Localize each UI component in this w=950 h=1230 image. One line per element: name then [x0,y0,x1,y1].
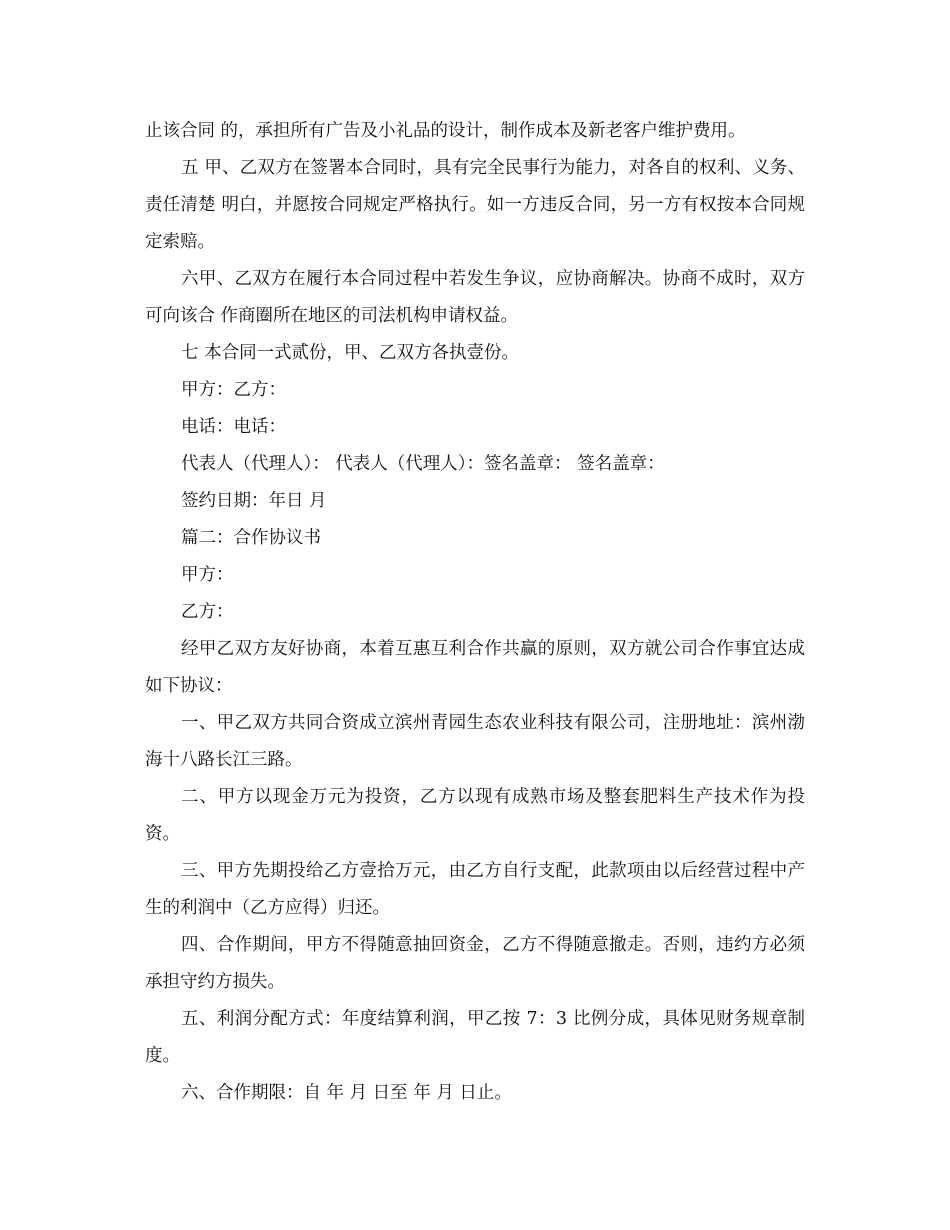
paragraph-clause-six-dispute: 六甲、乙双方在履行本合同过程中若发生争议，应协商解决。协商不成时，双方可向该合 作商圈所在地区的司法机构申请权益。 [145,269,805,326]
paragraph-item-six-term: 六、合作期限：自 年 月 日至 年 月 日止。 [181,1083,512,1103]
paragraph-item-one-company: 一、甲乙双方共同合资成立滨州青园生态农业科技有限公司，注册地址：滨州渤海十八路长江三路。 [145,713,805,770]
section-title-cooperation-agreement: 篇二：合作协议书 [181,528,321,548]
paragraph-agreement-intro: 经甲乙双方友好协商，本着互惠互利合作共赢的原则，双方就公司合作事宜达成如下协议： [145,639,805,696]
paragraph-item-two-investment: 二、甲方以现金万元为投资，乙方以现有成熟市场及整套肥料生产技术作为投资。 [145,787,805,844]
representative-signature-line: 代表人（代理人）： 代表人（代理人）：签名盖章： 签名盖章： [181,454,665,474]
paragraph-contract-termination-costs: 止该合同 的，承担所有广告及小礼品的设计，制作成本及新老客户维护费用。 [145,121,746,141]
party-a-line: 甲方： [181,565,234,585]
paragraph-item-four-cooperation-period: 四、合作期间，甲方不得随意抽回资金，乙方不得随意撤走。否则，违约方必须承担守约方损失。 [145,935,805,992]
party-a-b-line: 甲方：乙方： [181,380,286,400]
party-b-line: 乙方： [181,602,234,622]
paragraph-clause-seven-copies: 七 本合同一式贰份，甲、乙双方各执壹份。 [181,343,520,363]
document-body [145,113,805,1112]
signing-date-line: 签约日期：年日 月 [181,491,327,511]
phone-line: 电话：电话： [181,417,286,437]
paragraph-item-five-profit-split: 五、利润分配方式：年度结算利润，甲乙按 7：3 比例分成，具体见财务规章制度。 [145,1009,805,1066]
paragraph-clause-five-capacity: 五 甲、乙双方在签署本合同时，具有完全民事行为能力，对各自的权利、义务、责任清楚 明白，并愿按合同规定严格执行。如一方违反合同，另一方有权按本合同规定索赔。 [145,158,805,252]
paragraph-item-three-advance: 三、甲方先期投给乙方壹拾万元，由乙方自行支配，此款项由以后经营过程中产生的利润中（乙方应得）归还。 [145,861,805,918]
